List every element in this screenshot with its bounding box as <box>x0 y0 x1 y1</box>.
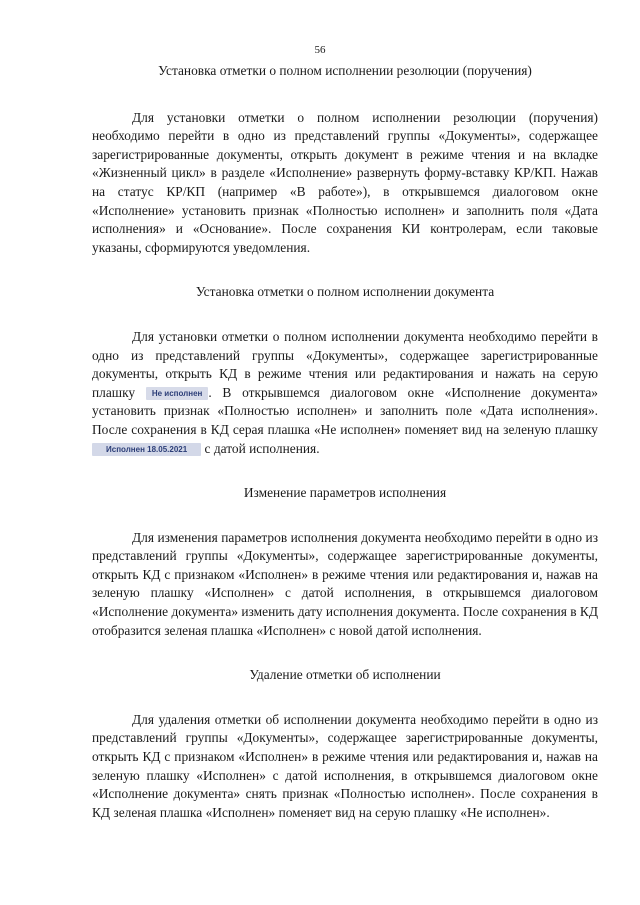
section-heading-remove-mark: Удаление отметки об исполнении <box>249 667 441 683</box>
done-date-badge: Исполнен 18.05.2021 <box>92 443 201 456</box>
page-number: 56 <box>314 44 326 56</box>
section-text-document-part3: с датой исполнения. <box>204 440 320 456</box>
section-text-remove-mark: Для удаления отметки об исполнении документа необходимо перейти в одно из представлений группы «Документы», содержащее зарегистрированные документы, открыть КД с признаком «Исполнен» в режиме чтения или редактирования и, нажав на зеленую плашку «Исполнен» с датой исполнения, в открывшемся диалоговом окне «Исполнение документа» снять признак «Полностью исполнен». После сохранения в КД зеленая плашка «Исполнен» поменяет вид на серую плашку «Не исполнен». <box>92 711 598 820</box>
section-heading-resolution: Установка отметки о полном исполнении резолюции (поручения) <box>158 63 532 78</box>
section-text-resolution: Для установки отметки о полном исполнении резолюции (поручения) необходимо перейти в одно из представлений группы «Документы», содержащее зарегистрированные документы, открыть документ в режиме чтения и на вкладке «Жизненный цикл» в разделе «Исполнение» развернуть форму-вставку КР/КП. Нажав на статус КР/КП (например «В работе»), в открывшемся диалоговом окне «Исполнение» установить признак «Полностью исполнен» и заполнить поля «Дата исполнения» и «Основание». После сохранения КИ контролерам, если таковые указаны, сформируются уведомления. <box>92 109 598 255</box>
section-text-change-params: Для изменения параметров исполнения документа необходимо перейти в одно из представлений группы «Документы», содержащее зарегистрированные документы, открыть КД с признаком «Исполнен» в режиме чтения или редактирования и, нажав на зеленую плашку «Исполнен» с датой исполнения, в открывшемся диалоговом «Исполнение документа» изменить дату исполнения документа. После сохранения в КД отобразится зеленая плашка «Исполнен» с новой датой исполнения. <box>92 529 598 638</box>
section-text-document-part1: Для установки отметки о полном исполнении документа необходимо перейти в одно из представлений группы «Документы», содержащее зарегистрированные документы, открыть КД в режиме чтения или редактирования и нажать на серую плашку <box>92 328 598 400</box>
section-text-document <box>92 328 598 458</box>
not-done-badge: Не исполнен <box>146 387 209 400</box>
section-heading-change-params: Изменение параметров исполнения <box>243 485 447 501</box>
section-text-document-part2: . В открывшемся диалоговом окне «Исполнение документа» установить признак «Полностью исполнен» и заполнить поле «Дата исполнения». После сохранения в КД серая плашка «Не исполнен» поменяет вид на зеленую плашку <box>92 384 598 437</box>
document-body <box>92 62 598 822</box>
section-heading-document: Установка отметки о полном исполнении документа <box>195 284 495 300</box>
